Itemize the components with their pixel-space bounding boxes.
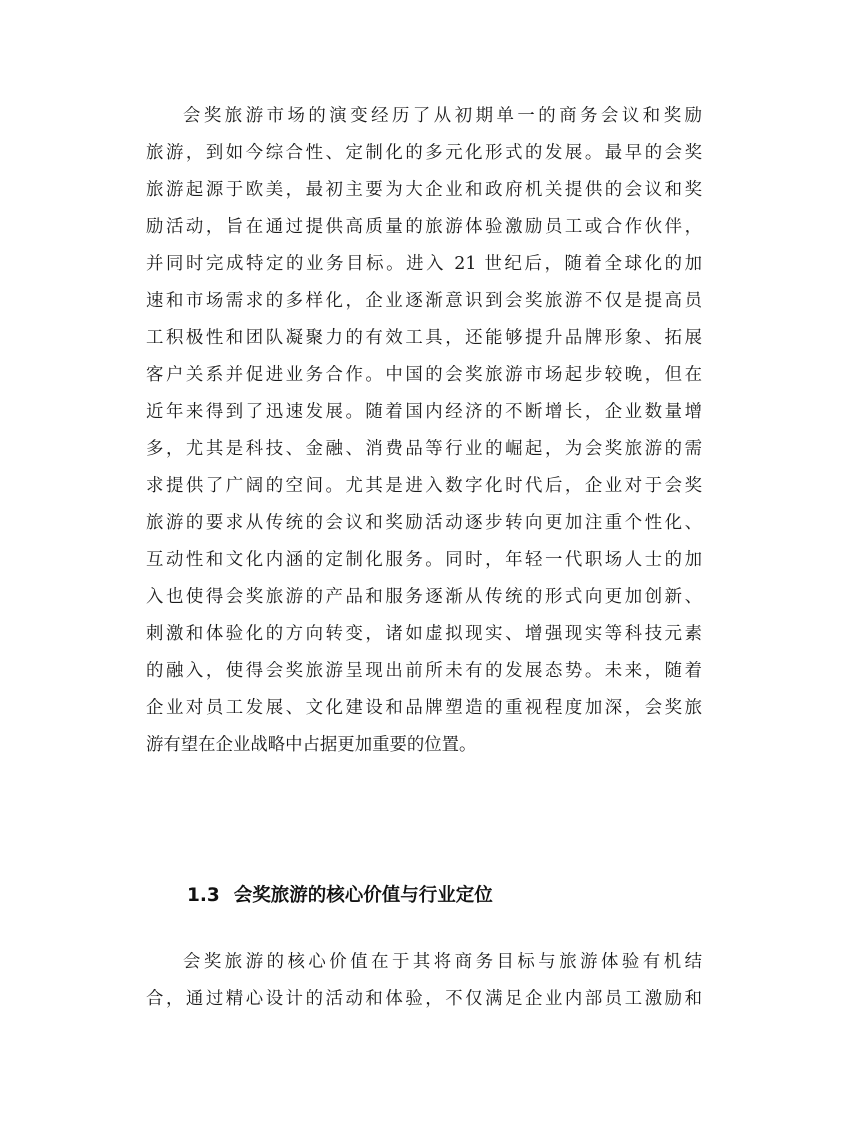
paragraph-line: 游有望在企业战略中占据更加重要的位置。 [146, 735, 477, 755]
section-heading [187, 876, 493, 916]
paragraph-line: 并同时完成特定的业务目标。进入 21 世纪后，随着全球化的加 [146, 254, 702, 274]
paragraph-line: 的融入，使得会奖旅游呈现出前所未有的发展态势。未来，随着 [146, 661, 702, 681]
paragraph-line: 旅游的要求从传统的会议和奖励活动逐步转向更加注重个性化、 [146, 513, 702, 533]
paragraph-line: 近年来得到了迅速发展。随着国内经济的不断增长，企业数量增 [146, 402, 702, 422]
paragraph-line: 刺激和体验化的方向转变，诸如虚拟现实、增强现实等科技元素 [146, 624, 702, 644]
paragraph-line: 求提供了广阔的空间。尤其是进入数字化时代后，企业对于会奖 [146, 476, 702, 496]
paragraph-line: 多，尤其是科技、金融、消费品等行业的崛起，为会奖旅游的需 [146, 439, 702, 459]
paragraph-line: 旅游，到如今综合性、定制化的多元化形式的发展。最早的会奖 [146, 143, 702, 163]
paragraph-line: 励活动，旨在通过提供高质量的旅游体验激励员工或合作伙伴， [146, 217, 702, 237]
paragraph-line: 企业对员工发展、文化建设和品牌塑造的重视程度加深，会奖旅 [146, 698, 702, 718]
paragraph-line: 入也使得会奖旅游的产品和服务逐渐从传统的形式向更加创新、 [146, 587, 702, 607]
section-number: 1.3 [187, 885, 220, 906]
paragraph-line: 合，通过精心设计的活动和体验，不仅满足企业内部员工激励和 [146, 989, 702, 1009]
paragraph-line: 互动性和文化内涵的定制化服务。同时，年轻一代职场人士的加 [146, 550, 702, 570]
paragraph-line: 工积极性和团队凝聚力的有效工具，还能够提升品牌形象、拓展 [146, 328, 702, 348]
paragraph-line: 速和市场需求的多样化，企业逐渐意识到会奖旅游不仅是提高员 [146, 291, 702, 311]
body-paragraph [146, 944, 702, 1018]
section-title: 会奖旅游的核心价值与行业定位 [233, 885, 493, 906]
paragraph-line: 旅游起源于欧美，最初主要为大企业和政府机关提供的会议和奖 [146, 180, 702, 200]
paragraph-line: 会奖旅游的核心价值在于其将商务目标与旅游体验有机结 [183, 952, 702, 972]
body-paragraph [146, 98, 702, 764]
paragraph-line: 客户关系并促进业务合作。中国的会奖旅游市场起步较晚，但在 [146, 365, 702, 385]
paragraph-line: 会奖旅游市场的演变经历了从初期单一的商务会议和奖励 [183, 106, 702, 126]
